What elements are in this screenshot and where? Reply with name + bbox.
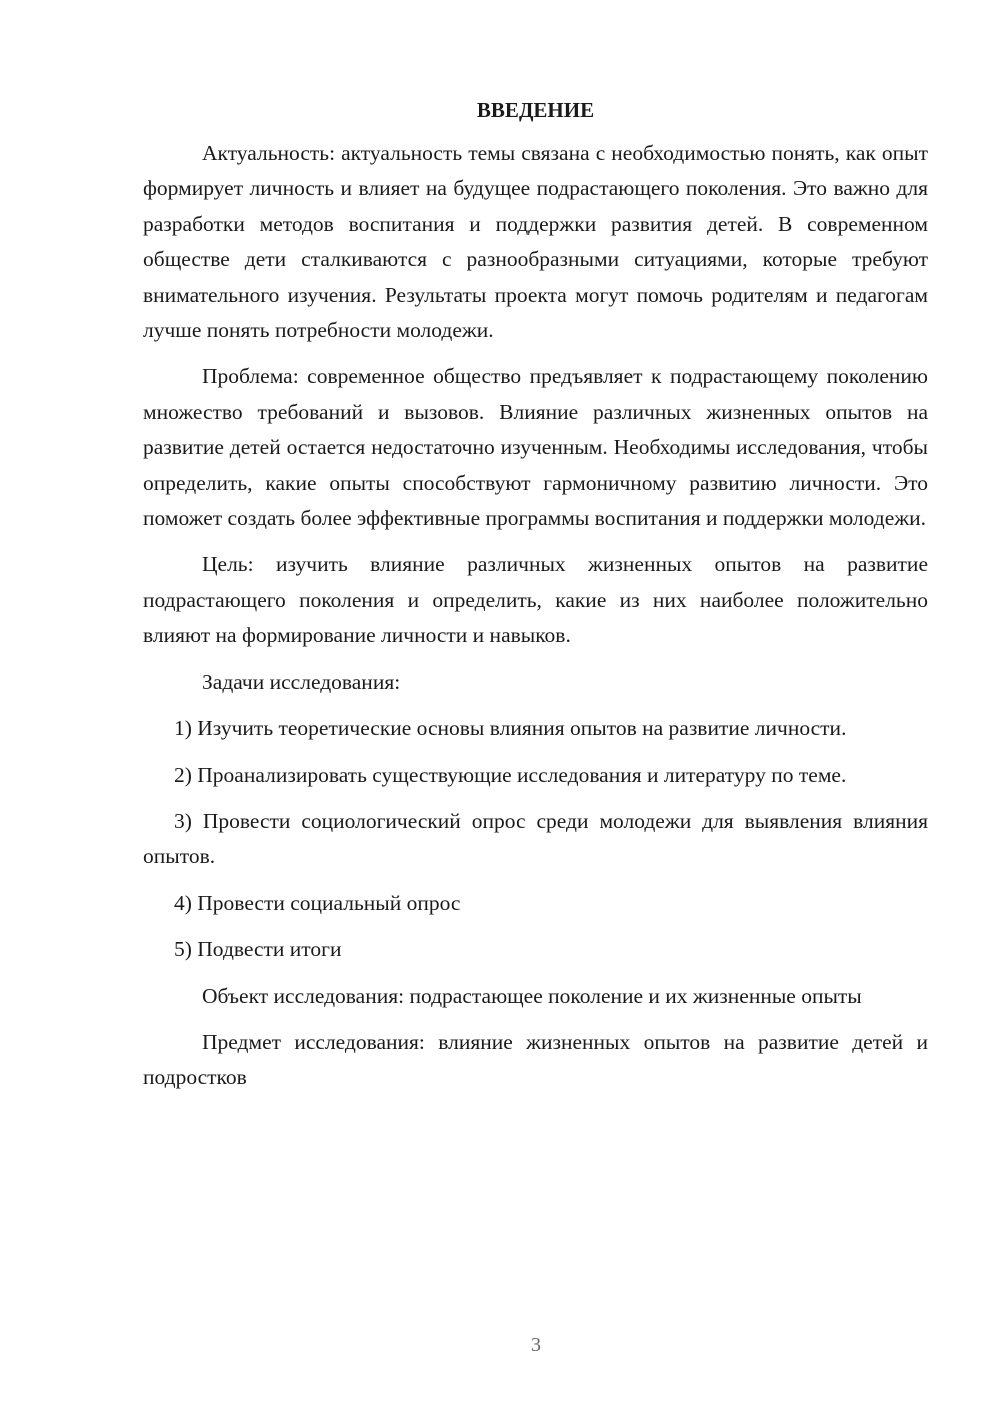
- object-paragraph: Объект исследования: подрастающее поколение и их жизненные опыты: [202, 983, 862, 1008]
- list-item: 1) Изучить теоретические основы влияния опытов на развитие личности.: [174, 716, 847, 741]
- list-item: 4) Провести социальный опрос: [174, 890, 461, 915]
- list-item: 3) Провести социологический опрос среди молодежи для выявления влияния опытов.: [143, 808, 928, 869]
- problem-paragraph: Проблема: современное общество предъявляет к подрастающему поколению множество требований и вызовов. Влияние различных жизненных опытов на развитие детей остается недостаточно изученным. Необходимы исследования, чтобы определить, какие опыты способствуют гармоничному развитию личности. Это поможет создать более эффективные программы воспитания и поддержки молодежи.: [143, 364, 928, 531]
- relevance-paragraph: Актуальность: актуальность темы связана с необходимостью понять, как опыт формирует личность и влияет на будущее подрастающего поколения. Это важно для разработки методов воспитания и поддержки развития детей. В современном обществе дети сталкиваются с разнообразными ситуациями, которые требуют внимательного изучения. Результаты проекта могут помочь родителям и педагогам лучше понять потребности молодежи.: [143, 141, 928, 343]
- tasks-heading: Задачи исследования:: [202, 669, 401, 694]
- tasks-list: [143, 711, 928, 967]
- list-item: 5) Подвести итоги: [174, 937, 342, 962]
- document-page: [143, 92, 928, 1107]
- list-item: 2) Проанализировать существующие исследования и литературу по теме.: [174, 762, 847, 787]
- page-title: ВВЕДЕНИЕ: [476, 98, 595, 122]
- goal-paragraph: Цель: изучить влияние различных жизненных опытов на развитие подрастающего поколения и определить, какие из них наиболее положительно влияют на формирование личности и навыков.: [143, 552, 928, 648]
- subject-paragraph: Предмет исследования: влияние жизненных опытов на развитие детей и подростков: [143, 1029, 928, 1090]
- page-number: 3: [531, 1334, 541, 1356]
